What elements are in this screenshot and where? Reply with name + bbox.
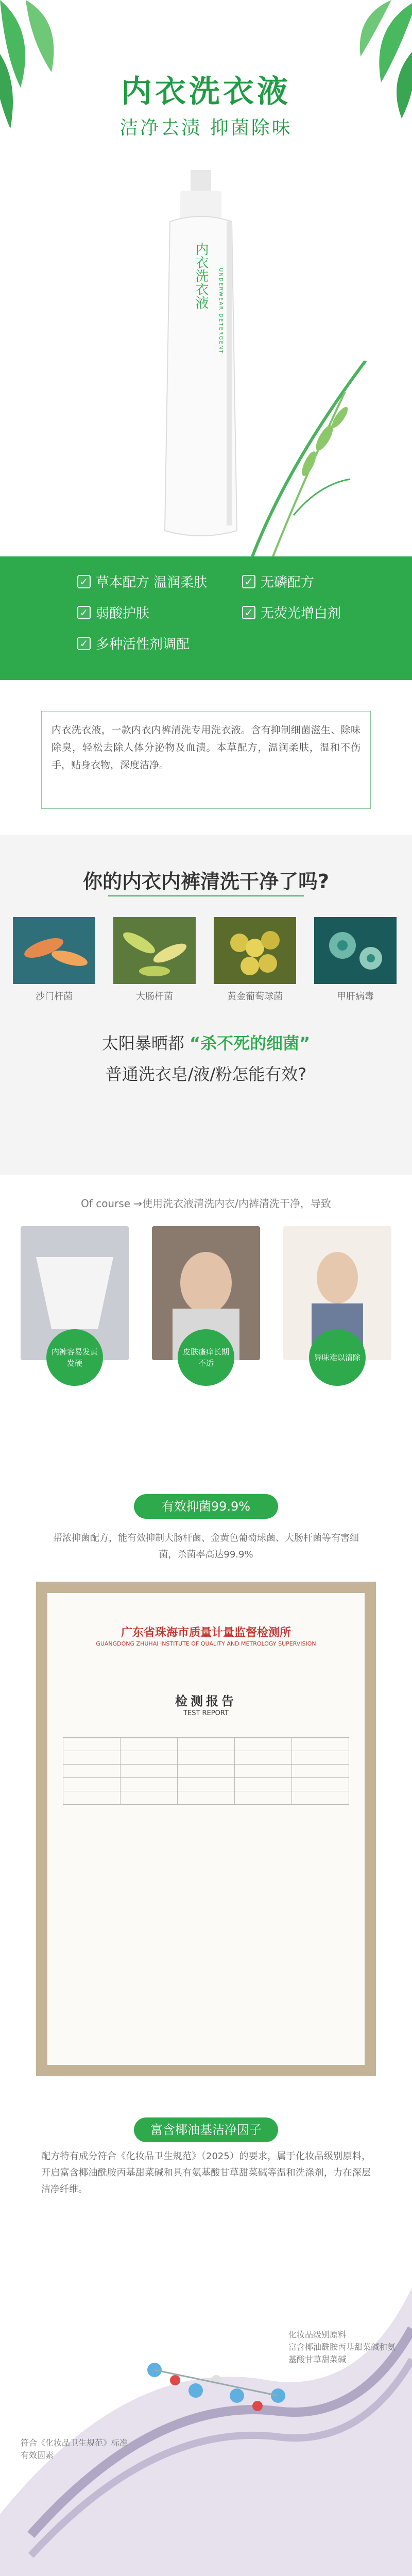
hepatitis-virus-image	[314, 917, 397, 984]
table-row	[63, 1765, 349, 1778]
report-institute: 广东省珠海市质量计量监督检测所	[121, 1626, 291, 1639]
check-icon: ✓	[77, 637, 91, 650]
bottle-image	[149, 170, 252, 541]
report-heading: 检测报告	[175, 1694, 237, 1708]
question-line-2: 普通洗衣皂/液/粉怎能有效?	[105, 1064, 307, 1084]
question-title: 你的内衣内裤清洗干净了吗?	[82, 870, 330, 893]
product-title: 内衣洗衣液	[121, 74, 291, 110]
feature-label: 弱酸护肤	[96, 606, 150, 621]
antibacterial-section	[0, 1484, 412, 2107]
fabric-molecule-image	[0, 2226, 412, 2576]
problems-section	[0, 1175, 412, 1484]
feature-3	[77, 603, 149, 622]
test-report-paper	[47, 1593, 365, 2065]
line-emphasis: “杀不死的细菌”	[190, 1033, 311, 1053]
problems-lead: Of course →使用洗衣液清洗内衣/内裤清洗干净，导致	[81, 1197, 331, 1210]
table-row	[63, 1791, 349, 1805]
report-table	[63, 1737, 349, 1805]
check-icon: ✓	[77, 606, 91, 619]
coconut-pill: 富含椰油基洁净因子	[134, 2117, 278, 2142]
staphylococcus-image	[214, 917, 296, 984]
grass-decoration-icon	[242, 361, 376, 556]
table-row	[63, 1751, 349, 1765]
feature-label: 无磷配方	[261, 575, 315, 590]
check-icon: ✓	[242, 606, 255, 619]
coconut-desc: 配方特有成分符合《化妆品卫生规范》（2025）的要求，属于化妆品级别原料，开启富含椰油酰胺丙基甜菜碱和具有氨基酸甘草甜菜碱等温和洗涤剂，力在深层洁净纤维。	[41, 2151, 371, 2195]
intro-text: 内衣洗衣液，一款内衣内裤清洗专用洗衣液。含有抑制细菌滋生、除味除臭，轻松去除人体分泌物及血渍。本草配方，温润柔肤，温和不伤手，贴身衣物，深度洁净。	[52, 724, 360, 771]
question-line-1	[0, 1030, 412, 1054]
feature-1	[77, 572, 207, 591]
feature-label: 无荧光增白剂	[261, 606, 341, 621]
antibacterial-desc: 帮浓抑菌配方，能有效抑制大肠杆菌、金黄色葡萄球菌、大肠杆菌等有害细菌，杀菌率高达99.9%	[53, 1533, 359, 1560]
hero-section	[0, 0, 412, 680]
line-prefix: 太阳暴晒都	[101, 1033, 184, 1053]
check-icon: ✓	[77, 575, 91, 588]
intro-section	[0, 680, 412, 835]
salmonella-image	[13, 917, 95, 984]
test-report-frame	[36, 1582, 376, 2076]
bottle-label-text: 内衣洗衣液	[193, 242, 209, 309]
problem-badge: 皮肤瘙痒长期不适	[178, 1329, 234, 1386]
check-icon: ✓	[242, 575, 255, 588]
title-underline	[108, 895, 304, 896]
feature-5	[77, 634, 190, 653]
antibacterial-pill: 有效抑菌99.9%	[134, 1494, 278, 1519]
germ-label: 黄金葡萄球菌	[227, 991, 283, 1002]
feature-2	[242, 572, 314, 591]
product-subtitle: 洁净去渍 抑菌除味	[119, 117, 293, 139]
coconut-section	[0, 2107, 412, 2576]
bottle-label-en: UNDERWEAR DETERGENT	[218, 268, 224, 354]
table-row	[63, 1778, 349, 1791]
germ-label: 大肠杆菌	[136, 991, 173, 1002]
problem-badge: 异味难以清除	[309, 1329, 366, 1386]
coconut-label-right: 化妆品级别原料 富含椰油酰胺丙基甜菜碱和氨基酸甘草甜菜碱	[288, 2330, 396, 2364]
coconut-label-left: 符合《化妆品卫生规范》标准有效因素	[21, 2438, 128, 2460]
report-institute-en: GUANGDONG ZHUHAI INSTITUTE OF QUALITY AND METROLOGY SUPERVISION	[96, 1640, 316, 1647]
germ-label: 沙门杆菌	[36, 991, 73, 1002]
e-coli-image	[113, 917, 196, 984]
question-section	[0, 835, 412, 1175]
germ-label: 甲肝病毒	[337, 991, 374, 1002]
feature-4	[242, 603, 341, 622]
table-row	[63, 1738, 349, 1751]
problem-badge: 内裤容易发黄发硬	[46, 1329, 103, 1386]
feature-label: 多种活性剂调配	[96, 637, 190, 652]
feature-label: 草本配方 温润柔肤	[96, 575, 208, 590]
report-heading-en: TEST REPORT	[183, 1709, 229, 1717]
